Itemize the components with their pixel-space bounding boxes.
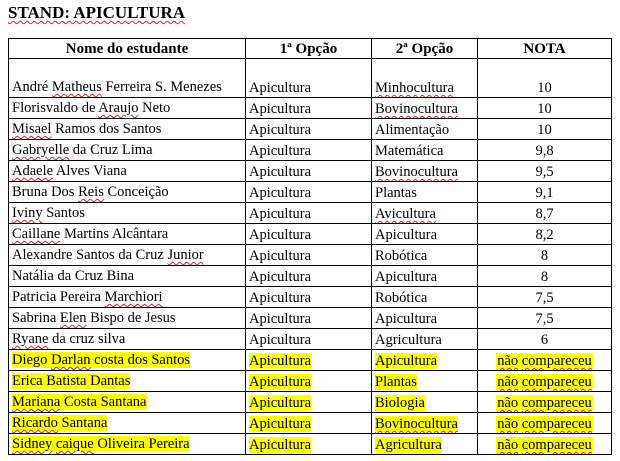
second-option-cell: [372, 434, 478, 455]
first-option-cell-text: Apicultura: [249, 332, 312, 348]
first-option-cell-text: Apicultura: [249, 206, 312, 222]
grade-cell-text: 8: [540, 248, 549, 264]
first-option-cell-text: Apicultura: [249, 143, 312, 159]
student-name-cell: [9, 392, 246, 413]
grade-cell: [478, 371, 612, 392]
table-row: [9, 59, 612, 98]
student-name-cell: [9, 203, 246, 224]
first-option-cell-text: Apicultura: [249, 311, 312, 327]
first-option-cell-text: Apicultura: [249, 437, 312, 453]
grade-cell: [478, 287, 612, 308]
student-name-cell: [9, 266, 246, 287]
grade-cell-text: 6: [540, 332, 549, 348]
table-row: [9, 98, 612, 119]
second-option-cell-text: Plantas: [375, 374, 417, 390]
second-option-cell: [372, 119, 478, 140]
first-option-cell: [246, 203, 372, 224]
second-option-cell-text: Alimentação: [375, 122, 450, 138]
second-option-cell: [372, 245, 478, 266]
student-name-cell-text: Diego Darlan costa dos Santos: [12, 352, 191, 368]
grade-cell: [478, 224, 612, 245]
student-name-cell-text: Sabrina Elen Bispo de Jesus: [12, 310, 176, 326]
second-option-cell-text: Minhocultura: [375, 80, 454, 96]
title-text: STAND: APICULTURA: [8, 3, 186, 22]
first-option-cell-text: Apicultura: [249, 269, 312, 285]
grade-cell: [478, 245, 612, 266]
second-option-cell: [372, 413, 478, 434]
grade-cell-text: 9,8: [535, 143, 554, 159]
student-name-cell-text: Mariana Costa Santana: [12, 394, 147, 410]
first-option-cell-text: Apicultura: [249, 290, 312, 306]
header-grade: NOTA: [478, 39, 612, 59]
second-option-cell: [372, 329, 478, 350]
first-option-cell: [246, 287, 372, 308]
second-option-cell-text: Bovinocultura: [375, 416, 458, 432]
grade-cell: [478, 182, 612, 203]
first-option-cell-text: Apicultura: [249, 416, 312, 432]
grade-cell-text: 8,7: [535, 206, 554, 222]
table-row: [9, 161, 612, 182]
student-name-cell-text: Ricardo Santana: [12, 415, 108, 431]
second-option-cell-text: Apicultura: [375, 269, 438, 285]
student-name-cell-text: Sidney caique Oliveira Pereira: [12, 436, 190, 452]
table-row: [9, 434, 612, 455]
table-row: [9, 203, 612, 224]
table-row: [9, 371, 612, 392]
grade-cell: [478, 413, 612, 434]
second-option-cell: [372, 224, 478, 245]
table-row: [9, 182, 612, 203]
second-option-cell-text: Apicultura: [375, 227, 438, 243]
first-option-cell: [246, 245, 372, 266]
student-name-cell-text: Gabryelle da Cruz Lima: [12, 142, 153, 158]
grade-cell: [478, 392, 612, 413]
grade-cell-text: não compareceu: [497, 437, 592, 453]
second-option-cell-text: Apicultura: [375, 311, 438, 327]
first-option-cell-text: Apicultura: [249, 122, 312, 138]
second-option-cell: [372, 182, 478, 203]
student-name-cell: [9, 287, 246, 308]
student-name-cell: [9, 245, 246, 266]
grade-cell: [478, 266, 612, 287]
student-name-cell-text: Caillane Martins Alcântara: [12, 226, 169, 242]
student-name-cell-text: Alexandre Santos da Cruz Junior: [12, 247, 204, 263]
student-name-cell: [9, 161, 246, 182]
grade-cell-text: 7,5: [535, 311, 554, 327]
table-row: [9, 308, 612, 329]
grade-cell-text: 10: [537, 80, 552, 96]
grade-cell: [478, 434, 612, 455]
student-name-cell-text: André Matheus Ferreira S. Menezes: [12, 79, 222, 95]
header-row: [9, 39, 612, 59]
first-option-cell-text: Apicultura: [249, 80, 312, 96]
student-name-cell: [9, 119, 246, 140]
first-option-cell: [246, 182, 372, 203]
table-row: [9, 245, 612, 266]
second-option-cell-text: Agricultura: [375, 332, 442, 348]
first-option-cell: [246, 392, 372, 413]
grade-cell-text: 9,1: [535, 185, 554, 201]
student-name-cell-text: Erica Batista Dantas: [12, 373, 131, 389]
first-option-cell-text: Apicultura: [249, 185, 312, 201]
grade-cell: [478, 308, 612, 329]
student-name-cell-text: Patricia Pereira Marchiori: [12, 289, 163, 305]
grade-cell: [478, 329, 612, 350]
first-option-cell: [246, 59, 372, 98]
first-option-cell: [246, 98, 372, 119]
first-option-cell: [246, 350, 372, 371]
second-option-cell-text: Bovinocultura: [375, 101, 458, 117]
first-option-cell: [246, 140, 372, 161]
student-name-cell: [9, 98, 246, 119]
second-option-cell: [372, 371, 478, 392]
second-option-cell-text: Biologia: [375, 395, 425, 411]
student-name-cell-text: Bruna Dos Reis Conceição: [12, 184, 169, 200]
second-option-cell: [372, 203, 478, 224]
first-option-cell-text: Apicultura: [249, 101, 312, 117]
grade-cell-text: não compareceu: [497, 395, 592, 411]
first-option-cell-text: Apicultura: [249, 227, 312, 243]
student-name-cell-text: Misael Ramos dos Santos: [12, 121, 162, 137]
student-name-cell: [9, 182, 246, 203]
first-option-cell-text: Apicultura: [249, 164, 312, 180]
first-option-cell-text: Apicultura: [249, 395, 312, 411]
student-name-cell: [9, 350, 246, 371]
first-option-cell-text: Apicultura: [249, 353, 312, 369]
grade-cell: [478, 140, 612, 161]
second-option-cell: [372, 287, 478, 308]
grade-cell-text: não compareceu: [497, 353, 592, 369]
grade-cell-text: não compareceu: [497, 416, 592, 432]
grade-cell-text: não compareceu: [497, 374, 592, 390]
student-name-cell: [9, 308, 246, 329]
second-option-cell: [372, 308, 478, 329]
header-option-1: 1ª Opção: [246, 39, 372, 59]
student-name-cell: [9, 329, 246, 350]
grades-table: [8, 38, 612, 455]
student-name-cell: [9, 434, 246, 455]
table-row: [9, 287, 612, 308]
grade-cell-text: 10: [537, 122, 552, 138]
table-row: [9, 350, 612, 371]
second-option-cell-text: Plantas: [375, 185, 417, 201]
student-name-cell-text: Adaele Alves Viana: [12, 163, 127, 179]
grade-cell-text: 10: [537, 101, 552, 117]
table-row: [9, 392, 612, 413]
table-row: [9, 329, 612, 350]
student-name-cell: [9, 371, 246, 392]
grade-cell-text: 7,5: [535, 290, 554, 306]
second-option-cell: [372, 161, 478, 182]
grade-cell: [478, 119, 612, 140]
student-name-cell-text: Iviny Santos: [12, 205, 85, 221]
grade-cell: [478, 59, 612, 98]
second-option-cell-text: Agricultura: [375, 437, 442, 453]
second-option-cell-text: Robótica: [375, 290, 428, 306]
second-option-cell: [372, 392, 478, 413]
second-option-cell-text: Bovinocultura: [375, 164, 458, 180]
table-row: [9, 413, 612, 434]
second-option-cell: [372, 350, 478, 371]
second-option-cell-text: Avicultura: [375, 206, 436, 222]
second-option-cell-text: Robótica: [375, 248, 428, 264]
first-option-cell: [246, 224, 372, 245]
second-option-cell-text: Apicultura: [375, 353, 438, 369]
table-row: [9, 140, 612, 161]
first-option-cell-text: Apicultura: [249, 248, 312, 264]
first-option-cell: [246, 413, 372, 434]
first-option-cell-text: Apicultura: [249, 374, 312, 390]
table-row: [9, 119, 612, 140]
first-option-cell: [246, 119, 372, 140]
grade-cell-text: 9,5: [535, 164, 554, 180]
grade-cell: [478, 203, 612, 224]
first-option-cell: [246, 161, 372, 182]
first-option-cell: [246, 434, 372, 455]
grade-cell: [478, 350, 612, 371]
student-name-cell: [9, 59, 246, 98]
second-option-cell: [372, 140, 478, 161]
student-name-cell: [9, 140, 246, 161]
student-name-cell-text: Ryane da cruz silva: [12, 331, 126, 347]
header-option-2: 2ª Opção: [372, 39, 478, 59]
grade-cell: [478, 161, 612, 182]
student-name-cell: [9, 224, 246, 245]
second-option-cell: [372, 59, 478, 98]
second-option-cell: [372, 266, 478, 287]
first-option-cell: [246, 329, 372, 350]
student-name-cell: [9, 413, 246, 434]
first-option-cell: [246, 308, 372, 329]
first-option-cell: [246, 266, 372, 287]
student-name-cell-text: Natália da Cruz Bina: [12, 268, 135, 284]
grade-cell-text: 8,2: [535, 227, 554, 243]
student-name-cell-text: Florisvaldo de Araujo Neto: [12, 100, 171, 116]
table-row: [9, 266, 612, 287]
table-row: [9, 224, 612, 245]
grade-cell: [478, 98, 612, 119]
second-option-cell-text: Matemática: [375, 143, 444, 159]
grade-cell-text: 8: [540, 269, 549, 285]
header-name: Nome do estudante: [9, 39, 246, 59]
first-option-cell: [246, 371, 372, 392]
second-option-cell: [372, 98, 478, 119]
document-title: [8, 3, 185, 23]
